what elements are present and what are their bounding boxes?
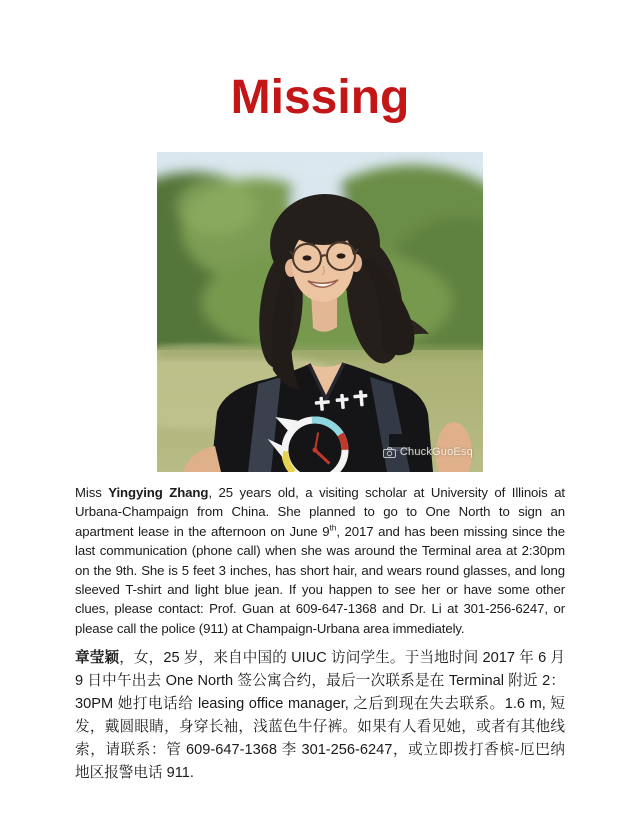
date-ordinal-superscript: th [329,522,337,533]
photo-watermark [383,446,473,458]
person-name-english: Yingying Zhang [108,485,209,500]
person-name-chinese: 章莹颖 [75,650,120,666]
camera-icon [383,447,396,458]
english-description [75,483,565,638]
chinese-description [75,647,565,785]
missing-person-photo [157,152,483,472]
hair-fringe [287,203,361,245]
page-title: Missing [230,71,410,124]
english-body-1: , 25 years old, a visiting scholar at University of Illinois at Urbana-Champaign from China. She planned to go to One North to sign an apartment lease in the afternoon on June 9 [75,485,565,539]
english-lead: Miss [75,485,109,500]
watermark-text: ChuckGuoEsq [399,446,473,458]
chinese-body: ，女，25 岁，来自中国的 UIUC 访问学生。于当地时间 2017 年 6 月 9 日中午出去 One North 签公寓合约，最后一次联系是在 Terminal 附近 2：30PM 她打电话给 leasing office manager, 之后到现在失去联系。1.6 m, 短发，戴圆眼睛，身穿长袖，浅蓝色牛仔裤。如果有人看见她，或者有其他线索，请联系：管 609-647-1368 李 301-256-6247，或立即拨打香槟-厄巴纳地区报警电话 911. [75,650,565,781]
english-body-2: , 2017 and has been missing since the last communication (phone call) when she was around the Terminal area at 2:30pm on the 9th. She is 5 feet 3 inches, has short hair, and wears round glasses, and long sleeved T-shirt and light blue jean. If you happen to see her or have some other clues, please contact: Prof. Guan at 609-647-1368 and Dr. Li at 301-256-6247, or please call the police (911) at Champaign-Urbana area immediately. [75,523,565,636]
eye [303,255,312,260]
eye [337,253,346,258]
photo-scene [157,152,483,472]
treeline-edge [157,345,483,359]
